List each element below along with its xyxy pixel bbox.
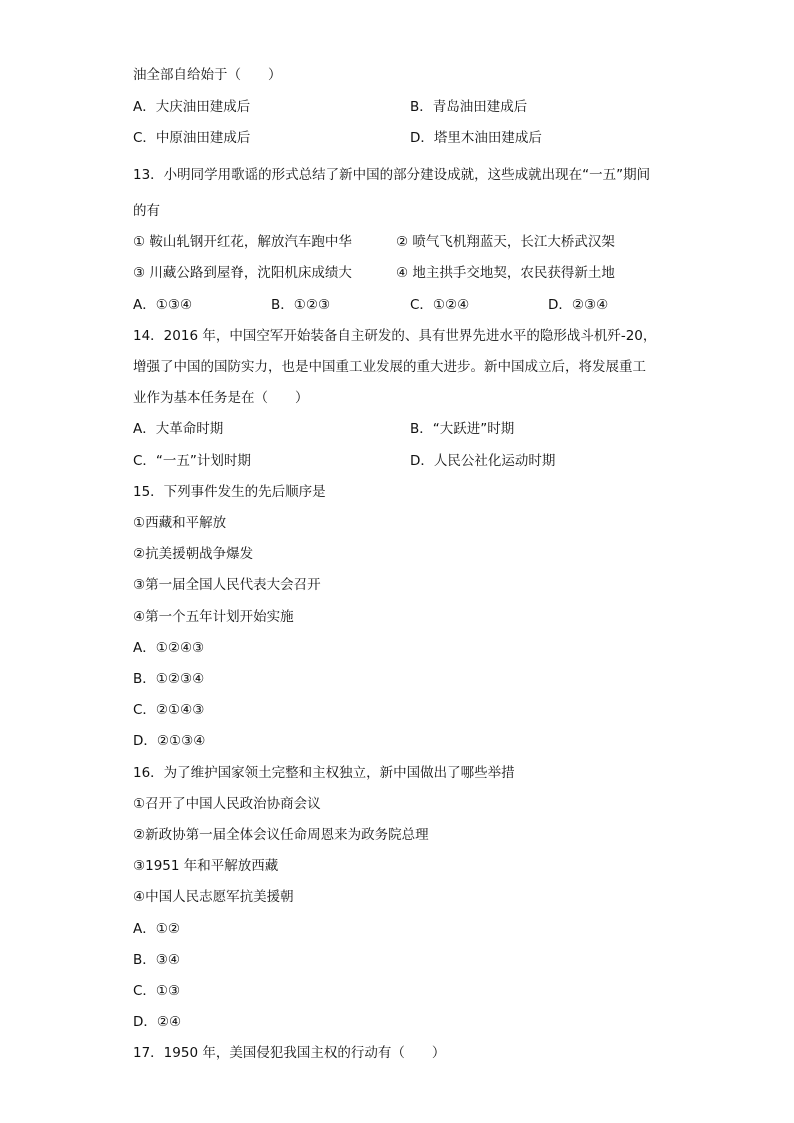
q16-option-c: C．①③ xyxy=(133,983,181,999)
q16-option-b: B．③④ xyxy=(133,952,180,968)
q15-option-d: D．②①③④ xyxy=(133,733,206,749)
q16-item-3: ③1951 年和平解放西藏 xyxy=(133,858,279,874)
q13-option-d: D．②③④ xyxy=(548,297,609,313)
q12-option-a: A．大庆油田建成后 xyxy=(133,99,251,115)
q14-stem-line1: 14．2016 年，中国空军开始装备自主研发的、具有世界先进水平的隐形战斗机歼-20， xyxy=(133,328,657,344)
q16-option-a: A．①② xyxy=(133,921,180,937)
q16-item-2: ②新政协第一届全体会议任命周恩来为政务院总理 xyxy=(133,827,429,843)
q15-stem: 15．下列事件发生的先后顺序是 xyxy=(133,484,326,500)
q14-option-c: C．“一五”计划时期 xyxy=(133,453,251,469)
q14-option-d: D．人民公社化运动时期 xyxy=(410,453,556,469)
q13-stem-line1: 13．小明同学用歌谣的形式总结了新中国的部分建设成就，这些成就出现在“一五”期间 xyxy=(133,167,651,183)
q15-option-a: A．①②④③ xyxy=(133,640,205,656)
q15-item-3: ③第一届全国人民代表大会召开 xyxy=(133,577,321,593)
q13-item-1: ① 鞍山轧钢开红花，解放汽车跑中华 xyxy=(133,234,352,250)
q14-option-a: A．大革命时期 xyxy=(133,421,224,437)
q12-stem: 油全部自给始于（ ） xyxy=(133,67,282,83)
q15-item-2: ②抗美援朝战争爆发 xyxy=(133,546,254,562)
q13-option-b: B．①②③ xyxy=(271,297,331,313)
q13-stem-line2: 的有 xyxy=(133,203,160,219)
q17-stem: 17．1950 年，美国侵犯我国主权的行动有（ ） xyxy=(133,1045,446,1061)
q14-option-b: B．“大跃进”时期 xyxy=(410,421,515,437)
q12-option-c: C．中原油田建成后 xyxy=(133,130,251,146)
q13-item-4: ④ 地主拱手交地契，农民获得新土地 xyxy=(396,265,615,281)
q16-stem: 16．为了维护国家领土完整和主权独立，新中国做出了哪些举措 xyxy=(133,765,515,781)
q16-option-d: D．②④ xyxy=(133,1014,182,1030)
q14-stem-line3: 业作为基本任务是在（ ） xyxy=(133,390,309,406)
q15-option-c: C．②①④③ xyxy=(133,702,205,718)
q13-option-c: C．①②④ xyxy=(410,297,470,313)
q16-item-4: ④中国人民志愿军抗美援朝 xyxy=(133,889,294,905)
q12-option-d: D．塔里木油田建成后 xyxy=(410,130,542,146)
q13-option-a: A．①③④ xyxy=(133,297,193,313)
q13-item-3: ③ 川藏公路到屋脊，沈阳机床成绩大 xyxy=(133,265,352,281)
q15-item-1: ①西藏和平解放 xyxy=(133,515,227,531)
q13-item-2: ② 喷气飞机翔蓝天，长江大桥武汉架 xyxy=(396,234,615,250)
q12-option-b: B．青岛油田建成后 xyxy=(410,99,528,115)
q16-item-1: ①召开了中国人民政治协商会议 xyxy=(133,796,321,812)
q15-option-b: B．①②③④ xyxy=(133,671,205,687)
q14-stem-line2: 增强了中国的国防实力，也是中国重工业发展的重大进步。新中国成立后，将发展重工 xyxy=(133,359,646,375)
q15-item-4: ④第一个五年计划开始实施 xyxy=(133,609,294,625)
